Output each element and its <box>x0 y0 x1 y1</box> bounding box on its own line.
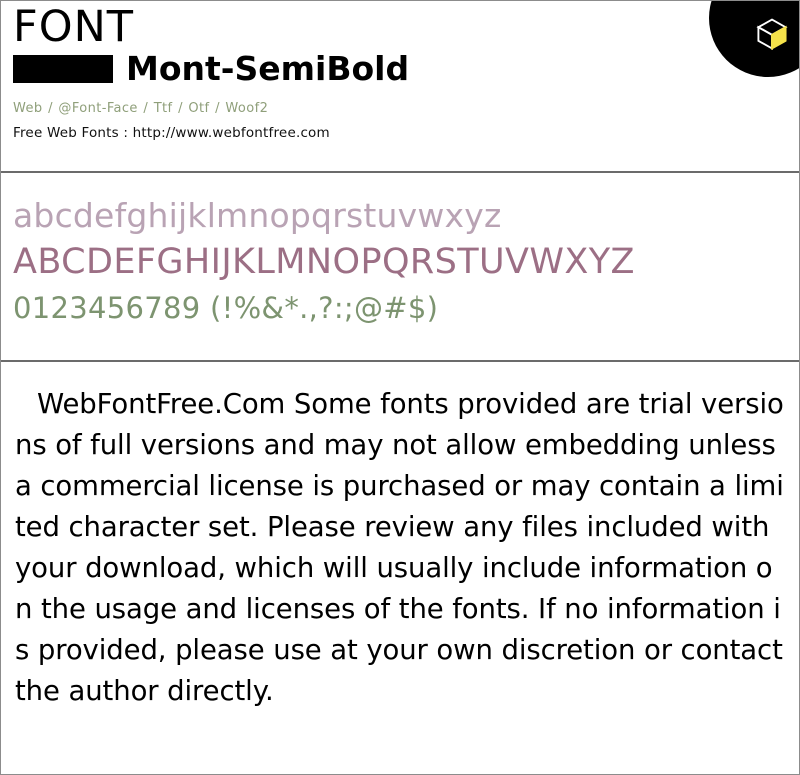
format-woff2: Woof2 <box>225 101 269 117</box>
format-separator: / <box>143 101 149 117</box>
format-separator: / <box>178 101 183 117</box>
format-otf: Otf <box>188 101 210 117</box>
sample-text-section <box>1 362 799 712</box>
source-url-label: Free Web Fonts : http://www.webfontfree.com <box>13 125 330 142</box>
format-fontface: @Font-Face <box>58 101 138 117</box>
format-list <box>13 101 787 116</box>
cube-icon <box>755 17 789 51</box>
format-web: Web <box>13 101 43 117</box>
uppercase-glyphs: ABCDEFGHIJKLMNOPQRSTUVWXYZ <box>13 241 635 282</box>
format-separator: / <box>48 101 53 117</box>
page-title: FONT <box>13 2 135 52</box>
glyph-specimen <box>1 173 799 362</box>
header <box>1 1 799 173</box>
lowercase-glyphs: abcdefghijklmnopqrstuvwxyz <box>13 196 502 235</box>
format-separator: / <box>215 101 220 117</box>
digits-symbols-glyphs: 0123456789 (!%&*.,?:;@#$) <box>13 291 439 326</box>
sample-paragraph: WebFontFree.Com Some fonts provided are trial versions of full versions and may not allow embedding unless a commercial license is purchased or may contain a limited character set. Please review any files included with your download, which will usually include information on the usage and licenses of the fonts. If no information is provided, please use at your own discretion or contact the author directly. <box>15 388 784 707</box>
black-bar-decoration <box>13 55 113 83</box>
font-name: Mont-SemiBold <box>126 49 410 89</box>
font-name-row <box>13 49 787 89</box>
format-ttf: Ttf <box>153 101 173 117</box>
